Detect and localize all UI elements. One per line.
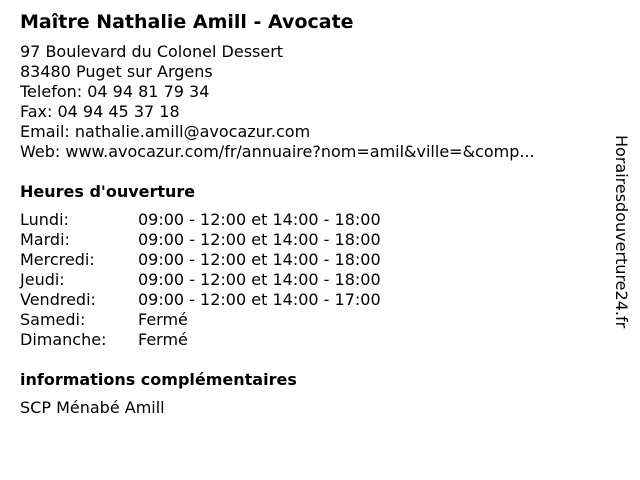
day-label: Mercredi:: [20, 250, 95, 269]
day-label: Dimanche:: [20, 330, 107, 349]
fax-number: Fax: 04 94 45 37 18: [20, 102, 180, 121]
phone-number: Telefon: 04 94 81 79 34: [20, 82, 210, 101]
day-hours: 09:00 - 12:00 et 14:00 - 18:00: [138, 230, 381, 249]
additional-info-heading: informations complémentaires: [20, 370, 297, 389]
hours-row-lundi: [20, 210, 381, 230]
additional-info-text: SCP Ménabé Amill: [20, 398, 165, 417]
business-title: Maître Nathalie Amill - Avocate: [20, 11, 354, 33]
address-city: 83480 Puget sur Argens: [20, 62, 213, 81]
day-label: Jeudi:: [20, 270, 65, 289]
day-hours: 09:00 - 12:00 et 14:00 - 17:00: [138, 290, 381, 309]
site-watermark: Horairesdouverture24.fr: [612, 135, 631, 329]
email-address: Email: nathalie.amill@avocazur.com: [20, 122, 311, 141]
hours-row-mardi: [20, 230, 381, 250]
day-hours: Fermé: [138, 310, 188, 329]
website-url: Web: www.avocazur.com/fr/annuaire?nom=amil&ville=&comp...: [20, 142, 535, 161]
hours-row-samedi: [20, 310, 381, 330]
hours-row-mercredi: [20, 250, 381, 270]
day-hours: 09:00 - 12:00 et 14:00 - 18:00: [138, 250, 381, 269]
day-hours: Fermé: [138, 330, 188, 349]
opening-hours-table: [20, 210, 381, 350]
day-hours: 09:00 - 12:00 et 14:00 - 18:00: [138, 210, 381, 229]
business-card: [20, 10, 600, 418]
hours-row-vendredi: [20, 290, 381, 310]
day-label: Lundi:: [20, 210, 69, 229]
day-hours: 09:00 - 12:00 et 14:00 - 18:00: [138, 270, 381, 289]
address-street: 97 Boulevard du Colonel Dessert: [20, 42, 284, 61]
day-label: Samedi:: [20, 310, 86, 329]
day-label: Vendredi:: [20, 290, 96, 309]
hours-row-jeudi: [20, 270, 381, 290]
opening-hours-heading: Heures d'ouverture: [20, 182, 196, 201]
hours-row-dimanche: [20, 330, 381, 350]
day-label: Mardi:: [20, 230, 70, 249]
